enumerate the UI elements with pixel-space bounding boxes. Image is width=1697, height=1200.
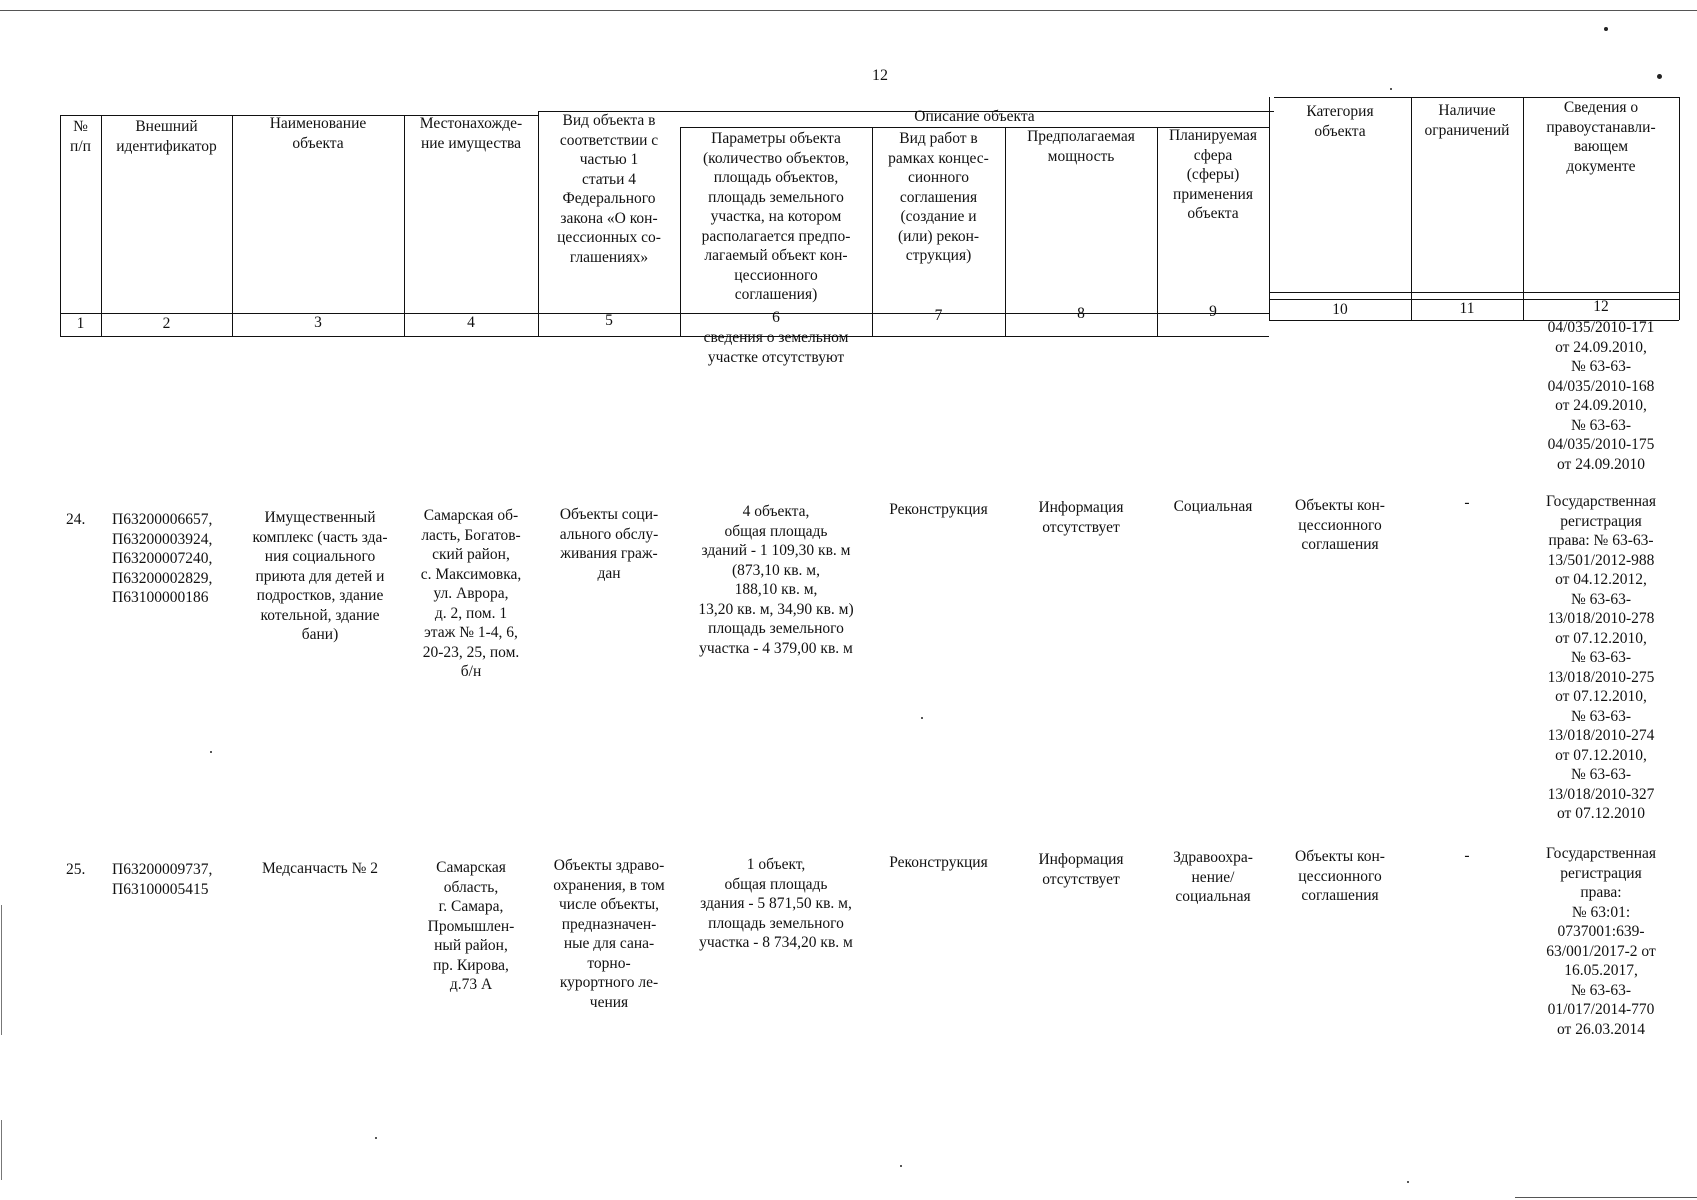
row-doc: Государственная регистрация права: № 63-63- 13/501/2012-988 от 04.12.2012, № 63-63- 13/018/2010-278 от 07.12.2010, № 63-63- 13/018/2010-275 от 07.12.2010, № 63-63- 13/018/2010-274 от 07.12.2010, № 63-63- 13/018/2010-327 от 07.12.2010 xyxy=(1545,493,1657,822)
scan-edge-bottom xyxy=(1515,1197,1697,1198)
column-number: 6 xyxy=(772,309,780,326)
scan-speck xyxy=(1604,27,1608,31)
row-restrictions: - xyxy=(1464,494,1470,511)
row-category: Объекты кон- цессионного соглашения xyxy=(1295,848,1385,904)
scan-speck xyxy=(900,1165,902,1167)
scan-speck xyxy=(375,1137,377,1139)
row-params: 4 объекта, общая площадь зданий - 1 109,30 кв. м (873,10 кв. м, 188,10 кв. м, 13,20 кв. м, 34,90 кв. м) площадь земельного участка - 4 379,00 кв. м xyxy=(698,503,854,657)
scan-edge-top xyxy=(0,10,1697,11)
header-col-3: Наименование объекта xyxy=(269,115,367,152)
page-number: 12 xyxy=(872,67,888,84)
column-number: 1 xyxy=(76,315,85,332)
row-doc: Государственная регистрация права: № 63:01: 0737001:639- 63/001/2017-2 от 16.05.2017, № 63-63- 01/017/2014-770 от 26.03.2014 xyxy=(1545,845,1657,1038)
row-params: 1 объект, общая площадь здания - 5 871,50 кв. м, площадь земельного участка - 8 734,20 кв. м xyxy=(699,856,853,951)
column-number: 11 xyxy=(1459,300,1475,317)
scan-speck xyxy=(921,717,923,719)
header-col-12: Сведения о правоустанавли- вающем документе xyxy=(1546,99,1656,175)
row-ids: П63200009737, П63100005415 xyxy=(112,861,213,898)
header-group-description: Описание объекта xyxy=(914,108,1035,125)
row-number: 25. xyxy=(66,861,86,878)
scan-speck xyxy=(1390,88,1392,90)
scan-speck xyxy=(1407,1181,1409,1183)
row-works: Реконструкция xyxy=(889,501,988,518)
header-col-5: Вид объекта в соответствии с частью 1 статьи 4 Федерального закона «О кон- цессионных со- глашениях» xyxy=(557,112,661,266)
row-capacity: Информация отсутствует xyxy=(1038,851,1124,888)
column-number: 3 xyxy=(314,314,322,331)
header-col-7: Вид работ в рамках концес- сионного соглашения (создание и (или) рекон- струкция) xyxy=(888,130,989,264)
column-number: 12 xyxy=(1593,298,1609,315)
header-col-8: Предполагаемая мощность xyxy=(1027,128,1135,165)
header-col-11: Наличие ограничений xyxy=(1424,102,1510,139)
scan-edge-left-2 xyxy=(1,1120,2,1180)
scan-speck xyxy=(210,751,212,753)
column-number: 5 xyxy=(605,312,613,329)
row-name: Медсанчасть № 2 xyxy=(261,860,379,877)
row-category: Объекты кон- цессионного соглашения xyxy=(1295,497,1385,553)
column-number: 2 xyxy=(162,315,171,332)
row-ids: П63200006657, П63200003924, П63200007240, П63200002829, П63100000186 xyxy=(112,511,213,606)
header-col-9: Планируемая сфера (сферы) применения объекта xyxy=(1168,127,1258,222)
column-number: 7 xyxy=(934,307,943,324)
header-col-1: № п/п xyxy=(70,118,91,155)
row-object-type: Объекты соци- ального обслу- живания граж- дан xyxy=(559,506,659,582)
scan-speck xyxy=(1657,74,1662,79)
row-capacity: Информация отсутствует xyxy=(1038,499,1124,536)
header-col-2: Внешний идентификатор xyxy=(116,118,217,155)
row-location: Самарская область, г. Самара, Промышлен- ный район, пр. Кирова, д.73 А xyxy=(427,859,515,993)
row-sphere: Здравоохра- нение/ социальная xyxy=(1173,849,1253,905)
row-object-type: Объекты здраво- охранения, в том числе объекты, предназначен- ные для сана- торно- курортного ле- чения xyxy=(553,857,665,1011)
scan-edge-left xyxy=(1,905,2,1035)
row-sphere: Социальная xyxy=(1173,498,1253,515)
row-location: Самарская об- ласть, Богатов- ский район, с. Максимовка, ул. Аврора, д. 2, пом. 1 этаж № 1-4, 6, 20-23, 25, пом. б/н xyxy=(420,507,522,680)
row-number: 24. xyxy=(66,511,86,528)
continuation-doc: 04/035/2010-171 от 24.09.2010, № 63-63- 04/035/2010-168 от 24.09.2010, № 63-63- 04/035/2010-175 от 24.09.2010 xyxy=(1547,319,1655,473)
row-works: Реконструкция xyxy=(889,854,988,871)
row-name: Имущественный комплекс (часть зда- ния социального приюта для детей и подростков, здание котельной, здание бани) xyxy=(252,509,388,643)
header-col-6: Параметры объекта (количество объектов, площадь объектов, площадь земельного участка, на котором располагается предпо- лагаемый объект кон- цессионного соглашения) xyxy=(701,130,851,303)
column-number: 4 xyxy=(467,314,475,331)
row-restrictions: - xyxy=(1464,847,1470,864)
continuation-params: сведения о земельном участке отсутствуют xyxy=(703,329,849,366)
header-col-4: Местонахожде- ние имущества xyxy=(419,115,523,152)
header-col-10: Категория объекта xyxy=(1306,103,1374,140)
column-number: 10 xyxy=(1332,301,1348,318)
column-number: 9 xyxy=(1209,303,1217,320)
column-number: 8 xyxy=(1077,305,1085,322)
